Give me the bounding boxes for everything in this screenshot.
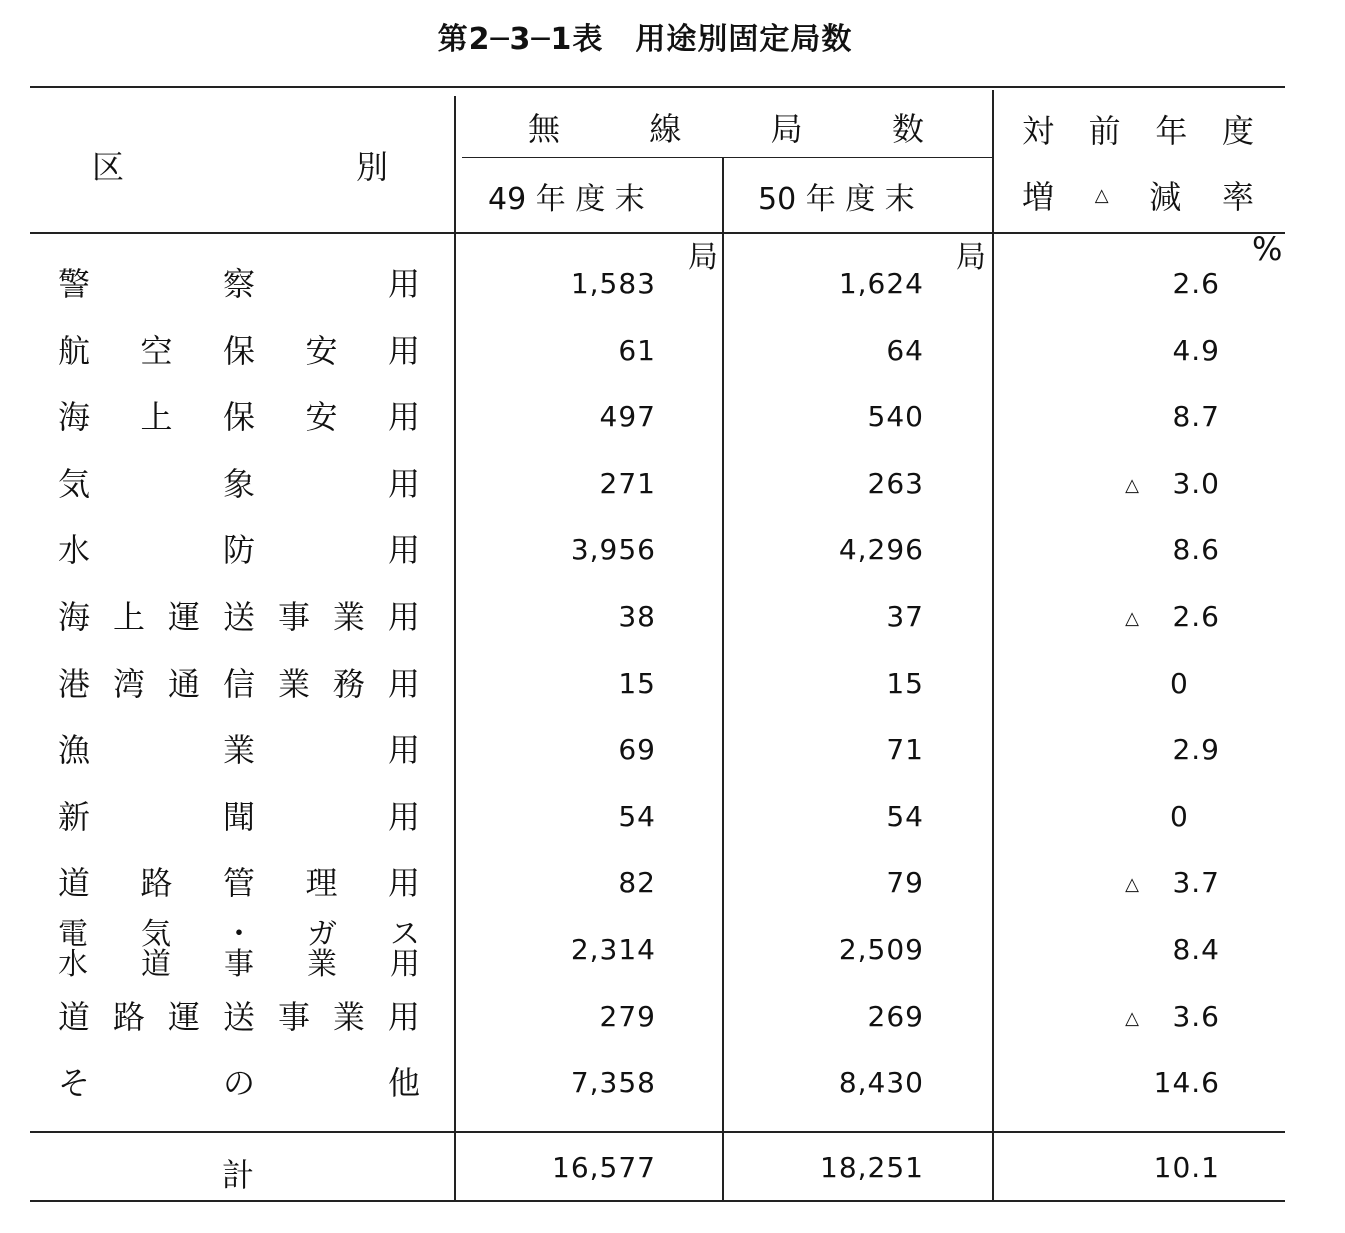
row-label-char: 路 (140, 864, 173, 902)
row-label (58, 797, 420, 837)
row-label-char: の (222, 1064, 255, 1102)
row-rate (1000, 597, 1220, 637)
row-fy50: 71 (886, 733, 924, 766)
row-rate (1000, 797, 1220, 837)
row-fy50: 263 (867, 467, 924, 500)
row-label-char: 用 (387, 598, 420, 636)
header-stations-char: 線 (649, 110, 682, 148)
header-category (92, 142, 388, 188)
col-divider-2 (722, 157, 724, 1200)
row-fy50: 79 (886, 866, 924, 899)
row-label-char: 水 (58, 947, 88, 982)
row-label (58, 264, 420, 304)
row-label-char: 保 (222, 332, 255, 370)
row-label-char: 用 (387, 398, 420, 436)
header-change-char: 度 (1221, 112, 1254, 150)
row-label-char: 海 (58, 398, 91, 436)
bottom-rule (30, 1200, 1285, 1202)
unit-change: % (1252, 230, 1283, 268)
row-label (58, 464, 420, 504)
row-rate-value: 2.6 (1172, 267, 1220, 300)
header-change-char: 減 (1149, 178, 1182, 216)
row-fy49: 497 (599, 400, 656, 433)
stations-divider (462, 157, 992, 158)
row-label-char: 保 (222, 398, 255, 436)
row-fy49: 1,583 (570, 267, 656, 300)
row-label-char: 用 (387, 864, 420, 902)
row-label-char: 漁 (58, 731, 91, 769)
row-label (58, 331, 420, 371)
header-stations-char: 局 (770, 110, 803, 148)
row-label-char: 道 (58, 998, 91, 1036)
row-label-char: 用 (387, 798, 420, 836)
table-title (0, 14, 1290, 58)
row-label-char: 業 (307, 947, 337, 982)
decrease-triangle-icon: △ (1125, 475, 1140, 496)
header-fy50: 50 年 度 末 (758, 182, 915, 217)
row-label-char: 警 (58, 265, 91, 303)
table-name: 用途別固定局数 (635, 22, 853, 57)
row-label-char: 業 (332, 598, 365, 636)
row-label-char: 業 (222, 731, 255, 769)
row-label-char: 理 (305, 864, 338, 902)
unit-fy50: 局 (956, 240, 986, 275)
row-label (58, 597, 420, 637)
row-label-char: 路 (112, 998, 145, 1036)
row-label-char: 防 (222, 531, 255, 569)
header-change-char: 増 (1022, 178, 1055, 216)
row-label-char: 用 (387, 265, 420, 303)
row-label-char: 水 (58, 531, 91, 569)
header-fy49: 49 年 度 末 (488, 182, 645, 217)
total-fy49: 16,577 (552, 1151, 656, 1184)
row-fy49: 7,358 (570, 1066, 656, 1099)
row-label-char: 用 (387, 998, 420, 1036)
row-fy50: 540 (867, 400, 924, 433)
total-fy50: 18,251 (820, 1151, 924, 1184)
row-label-char: 業 (277, 665, 310, 703)
row-label (58, 530, 420, 570)
row-fy50: 4,296 (838, 533, 924, 566)
row-rate-value: 2.9 (1172, 733, 1220, 766)
row-fy50: 37 (886, 600, 924, 633)
row-label-char: そ (58, 1064, 91, 1102)
row-label-line (58, 917, 420, 952)
row-label-char: 管 (222, 864, 255, 902)
row-label-char: 事 (277, 598, 310, 636)
row-rate (1000, 397, 1220, 437)
row-fy50: 54 (886, 800, 924, 833)
row-label-char: 用 (387, 332, 420, 370)
row-rate (1000, 730, 1220, 770)
header-change-char: 対 (1022, 112, 1055, 150)
row-label-char: 道 (58, 864, 91, 902)
row-label-char: ガ (307, 917, 337, 952)
row-rate (1000, 664, 1220, 704)
unit-fy49: 局 (688, 240, 718, 275)
row-label-char: 送 (222, 998, 255, 1036)
row-label-char: 港 (58, 665, 91, 703)
row-label-char: 通 (167, 665, 200, 703)
row-label-char: 送 (222, 598, 255, 636)
row-label-char: 察 (222, 265, 255, 303)
row-rate (1000, 530, 1220, 570)
row-label-char: 用 (387, 731, 420, 769)
row-rate (1000, 930, 1220, 970)
decrease-triangle-icon: △ (1125, 1008, 1140, 1029)
row-label-char: 安 (305, 332, 338, 370)
row-label (58, 664, 420, 704)
row-label-char: 用 (387, 665, 420, 703)
row-fy50: 2,509 (838, 933, 924, 966)
row-fy49: 82 (618, 866, 656, 899)
header-change-top (1022, 106, 1254, 152)
row-fy49: 279 (599, 1000, 656, 1033)
row-label-char: 務 (332, 665, 365, 703)
total-rate: 10.1 (1153, 1151, 1220, 1184)
col-divider-1 (454, 96, 456, 1200)
row-rate (1000, 1063, 1220, 1103)
decrease-triangle-icon: △ (1125, 608, 1140, 629)
row-rate-value: 2.6 (1172, 600, 1220, 633)
row-rate-value: 3.0 (1172, 467, 1220, 500)
row-rate-value: 3.7 (1172, 866, 1220, 899)
row-label (58, 863, 420, 903)
row-rate-value: 0 (1170, 800, 1189, 833)
header-stations (528, 104, 924, 150)
row-label-char: 運 (167, 998, 200, 1036)
row-fy50: 64 (886, 334, 924, 367)
row-fy49: 3,956 (570, 533, 656, 566)
header-bottom-rule (30, 232, 1285, 234)
row-fy49: 15 (618, 667, 656, 700)
row-label-char: ス (390, 917, 420, 952)
row-label (58, 397, 420, 437)
row-fy50: 1,624 (838, 267, 924, 300)
row-label-char: 用 (390, 947, 420, 982)
row-rate-value: 8.7 (1172, 400, 1220, 433)
row-fy50: 269 (867, 1000, 924, 1033)
row-label-char: 業 (332, 998, 365, 1036)
row-label (58, 997, 420, 1037)
col-divider-3 (992, 90, 994, 1200)
row-fy49: 54 (618, 800, 656, 833)
header-category-char: 区 (92, 148, 125, 186)
row-label-char: 気 (141, 917, 171, 952)
row-label-char: 航 (58, 332, 91, 370)
header-stations-char: 数 (891, 110, 924, 148)
total-label: 計 (222, 1156, 255, 1194)
row-fy50: 8,430 (838, 1066, 924, 1099)
row-fy49: 271 (599, 467, 656, 500)
header-change-bottom (1022, 172, 1254, 218)
header-category-char: 別 (355, 148, 388, 186)
row-rate (1000, 863, 1220, 903)
row-fy49: 69 (618, 733, 656, 766)
row-label-char: 道 (141, 947, 171, 982)
row-rate-value: 0 (1170, 667, 1189, 700)
row-rate-value: 4.9 (1172, 334, 1220, 367)
row-label-char: 用 (387, 531, 420, 569)
header-change-char: 率 (1221, 178, 1254, 216)
row-label-char: 事 (277, 998, 310, 1036)
total-top-rule (30, 1131, 1285, 1133)
row-label-char: 聞 (222, 798, 255, 836)
row-label-char: 気 (58, 465, 91, 503)
row-label-char: 事 (224, 947, 254, 982)
row-label-char: 空 (140, 332, 173, 370)
row-label-line (58, 947, 420, 982)
row-label-char: 信 (222, 665, 255, 703)
row-fy49: 2,314 (570, 933, 656, 966)
row-label-char: 上 (140, 398, 173, 436)
row-label (58, 730, 420, 770)
header-change-triangle: △ (1094, 184, 1109, 206)
row-label-char: 上 (112, 598, 145, 636)
row-rate-value: 8.6 (1172, 533, 1220, 566)
row-label-char: 安 (305, 398, 338, 436)
row-rate-value: 14.6 (1153, 1066, 1220, 1099)
row-rate (1000, 331, 1220, 371)
row-label-char: 湾 (112, 665, 145, 703)
row-rate-value: 8.4 (1172, 933, 1220, 966)
header-stations-char: 無 (528, 110, 561, 148)
top-rule (30, 86, 1285, 88)
row-label-char: 新 (58, 798, 91, 836)
row-label-char: 用 (387, 465, 420, 503)
row-label-char: ・ (224, 917, 254, 952)
row-label (58, 917, 420, 982)
row-fy50: 15 (886, 667, 924, 700)
row-rate-value: 3.6 (1172, 1000, 1220, 1033)
row-rate (1000, 997, 1220, 1037)
header-change-char: 年 (1155, 112, 1188, 150)
row-rate (1000, 464, 1220, 504)
row-fy49: 61 (618, 334, 656, 367)
header-change-char: 前 (1088, 112, 1121, 150)
row-rate (1000, 264, 1220, 304)
row-label (58, 1063, 420, 1103)
table-number: 第2─3─1表 (437, 22, 604, 57)
decrease-triangle-icon: △ (1125, 874, 1140, 895)
row-label-char: 運 (167, 598, 200, 636)
row-label-char: 他 (387, 1064, 420, 1102)
row-label-char: 象 (222, 465, 255, 503)
row-label-char: 海 (58, 598, 91, 636)
row-label-char: 電 (58, 917, 88, 952)
row-fy49: 38 (618, 600, 656, 633)
